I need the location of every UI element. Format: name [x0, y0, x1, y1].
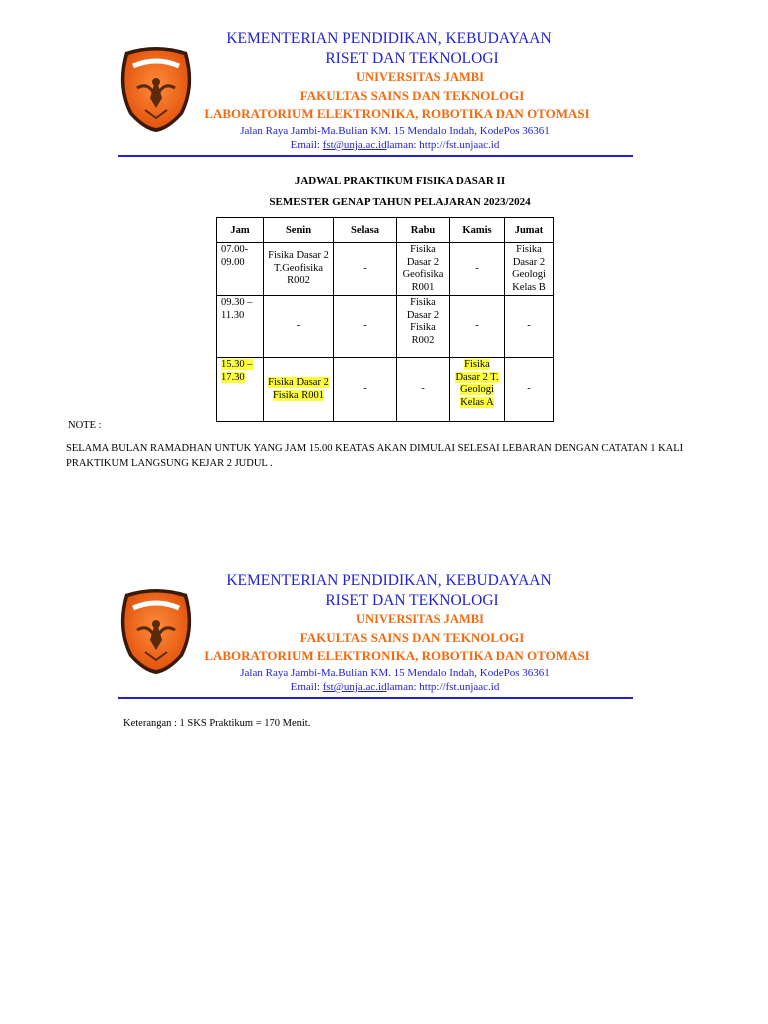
cell-rabu [397, 243, 450, 296]
cell-kamis [450, 296, 505, 358]
cell-selasa [334, 243, 397, 296]
table-row [217, 243, 554, 296]
cell-kamis [450, 358, 505, 422]
lab-name: LABORATORIUM ELEKTRONIKA, ROBOTIKA DAN OTOMASI [204, 106, 590, 121]
cell-text: Fisika Dasar 2 Fisika R002 [406, 297, 440, 346]
cell-text: - [475, 320, 479, 332]
cell-senin [264, 296, 334, 358]
website-text: laman: http://fst.unjaac.id [386, 681, 500, 693]
ministry-line-2: RISET DAN TEKNOLOGI [325, 592, 499, 609]
cell-text: - [363, 262, 367, 274]
cell-text: 07.00-09.00 [221, 244, 249, 268]
cell-text [217, 358, 263, 385]
header-kamis: Kamis [450, 218, 505, 243]
cell-text: Fisika Dasar 2 Geologi Kelas B [512, 244, 546, 293]
email-link[interactable]: fst@unja.ac.id [322, 681, 387, 693]
cell-text: - [363, 383, 367, 395]
email-label: Email: [290, 139, 323, 151]
letterhead-bottom [0, 572, 768, 702]
cell-text: 09.30 – 11.30 [221, 297, 253, 321]
cell-text [264, 376, 333, 403]
keterangan-text: Keterangan : 1 SKS Praktikum = 170 Menit. [123, 718, 311, 729]
header-divider [118, 697, 633, 699]
ministry-line-2: RISET DAN TEKNOLOGI [325, 50, 499, 67]
table-row [217, 296, 554, 358]
cell-text: - [296, 320, 301, 332]
header-selasa: Selasa [334, 218, 397, 243]
university-name: UNIVERSITAS JAMBI [356, 612, 484, 626]
cell-text: Fisika Dasar 2 Geofisika R001 [402, 244, 444, 293]
cell-jam [217, 243, 264, 296]
table-header-row [217, 218, 554, 243]
cell-senin [264, 243, 334, 296]
highlighted-text: Fisika Dasar 2 Fisika R001 [268, 377, 329, 401]
faculty-name: FAKULTAS SAINS DAN TEKNOLOGI [299, 630, 525, 645]
header-senin: Senin [264, 218, 334, 243]
header-jumat: Jumat [505, 218, 554, 243]
website-text: laman: http://fst.unjaac.id [386, 139, 500, 151]
contact-line [11, 139, 768, 151]
cell-selasa [334, 296, 397, 358]
highlighted-text: Fisika Dasar 2 T. Geologi Kelas A [455, 359, 499, 408]
header-rabu: Rabu [397, 218, 450, 243]
cell-kamis [450, 243, 505, 296]
cell-jumat [505, 243, 554, 296]
cell-jam [217, 358, 264, 422]
highlighted-text: 15.30 – 17.30 [221, 359, 253, 383]
cell-jumat [505, 296, 554, 358]
cell-text: - [363, 320, 367, 332]
address: Jalan Raya Jambi-Ma.Bulian KM. 15 Mendalo Indah, KodePos 36361 [240, 667, 550, 679]
faculty-name: FAKULTAS SAINS DAN TEKNOLOGI [299, 88, 525, 103]
header-jam: Jam [217, 218, 264, 243]
cell-text: - [421, 383, 425, 395]
cell-text [450, 358, 504, 410]
email-link[interactable]: fst@unja.ac.id [322, 139, 387, 151]
cell-jam [217, 296, 264, 358]
lab-name: LABORATORIUM ELEKTRONIKA, ROBOTIKA DAN OTOMASI [204, 648, 590, 663]
note-label: NOTE : [68, 420, 102, 431]
schedule-title: JADWAL PRAKTIKUM FISIKA DASAR II [294, 175, 506, 187]
ministry-line-1: KEMENTERIAN PENDIDIKAN, KEBUDAYAAN [226, 30, 552, 47]
cell-selasa [334, 358, 397, 422]
cell-text: Fisika Dasar 2 T.Geofisika R002 [268, 250, 329, 287]
cell-text: - [475, 262, 479, 274]
cell-rabu [397, 296, 450, 358]
email-label: Email: [290, 681, 323, 693]
address: Jalan Raya Jambi-Ma.Bulian KM. 15 Mendalo Indah, KodePos 36361 [240, 125, 550, 137]
note-body: SELAMA BULAN RAMADHAN UNTUK YANG JAM 15.00 KEATAS AKAN DIMULAI SELESAI LEBARAN DENGAN CATATAN 1 KALI PRAKTIKUM LANGSUNG KEJAR 2 JUDUL . [66, 443, 684, 469]
header-divider [118, 155, 633, 157]
letterhead-top [0, 30, 768, 160]
cell-jumat [505, 358, 554, 422]
cell-text: - [527, 383, 531, 395]
cell-rabu [397, 358, 450, 422]
semester-title: SEMESTER GENAP TAHUN PELAJARAN 2023/2024 [269, 196, 531, 208]
university-name: UNIVERSITAS JAMBI [356, 70, 484, 84]
schedule-table [216, 217, 554, 422]
ministry-line-1: KEMENTERIAN PENDIDIKAN, KEBUDAYAAN [226, 572, 552, 589]
cell-senin [264, 358, 334, 422]
contact-line [11, 681, 768, 693]
cell-text: - [527, 320, 531, 332]
table-row [217, 358, 554, 422]
